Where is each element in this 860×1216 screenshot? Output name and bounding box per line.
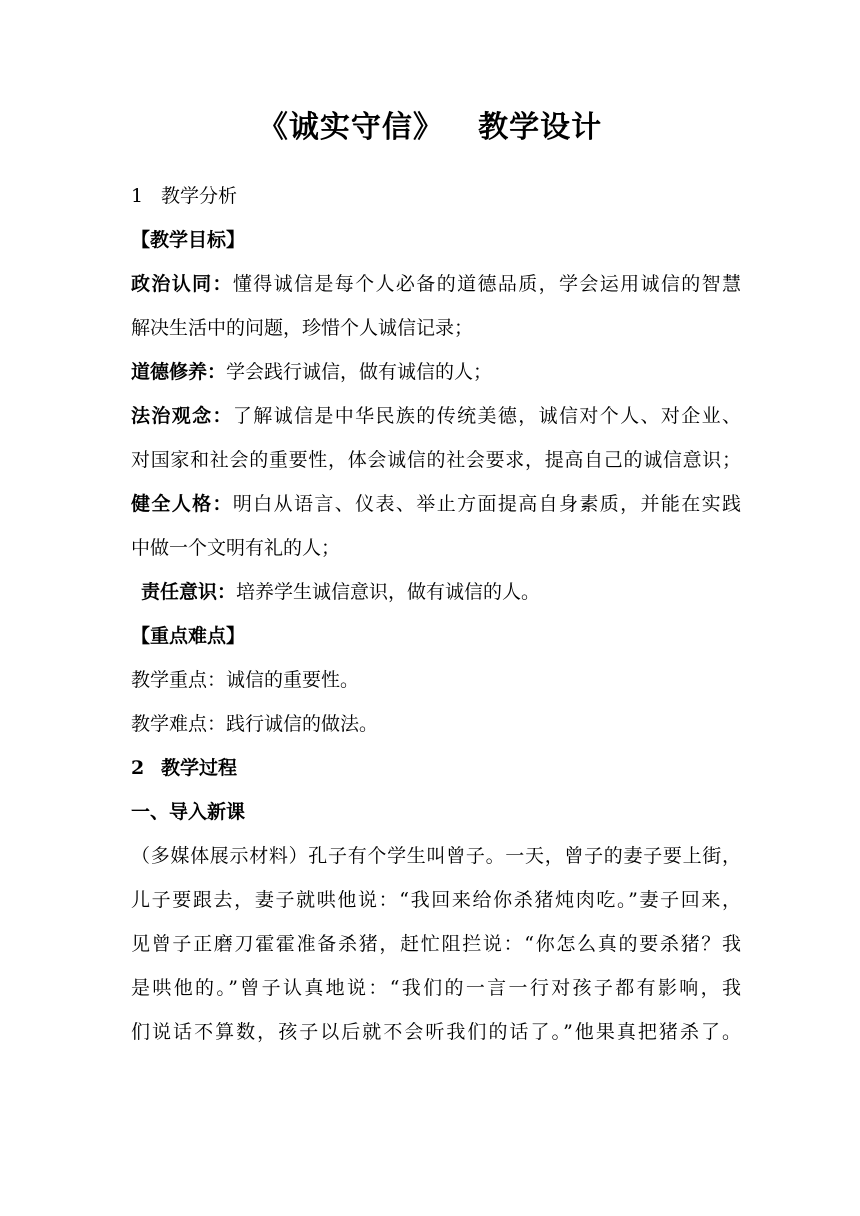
objective-label: 健全人格： <box>131 493 233 515</box>
objective-text: 培养学生诚信意识，做有诚信的人。 <box>236 581 541 603</box>
keypoints-heading: 【重点难点】 <box>131 625 246 647</box>
section-heading-process <box>131 754 741 782</box>
difficult-point: 教学难点：践行诚信的做法。 <box>131 713 379 735</box>
story-line-4: 是哄他的。”曾子认真地说：“我们的一言一行对孩子都有影响，我 <box>131 977 741 999</box>
objective-text: 了解诚信是中华民族的传统美德，诚信对个人、对企业、 <box>232 405 741 427</box>
objective-text: 懂得诚信是每个人必备的道德品质，学会运用诚信的智慧 <box>232 273 741 295</box>
objective-label: 法治观念： <box>131 405 233 427</box>
section-number: 1 <box>131 185 144 207</box>
document-title: 《诚实守信》 教学设计 <box>257 110 603 145</box>
key-point: 教学重点：诚信的重要性。 <box>131 669 360 691</box>
section-heading-analysis <box>131 182 741 210</box>
section-label: 教学过程 <box>161 757 238 779</box>
objective-personality-line-2: 中做一个文明有礼的人； <box>131 537 341 559</box>
objective-personality-line-1 <box>131 490 741 518</box>
section-label: 教学分析 <box>161 185 238 207</box>
story-line-2: 儿子要跟去，妻子就哄他说：“我回来给你杀猪炖肉吃。”妻子回来， <box>131 889 741 911</box>
story-line-1: （多媒体展示材料）孔子有个学生叫曾子。一天，曾子的妻子要上街， <box>131 845 741 867</box>
story-line-5: 们说话不算数，孩子以后就不会听我们的话了。”他果真把猪杀了。 <box>131 1021 741 1043</box>
objective-text: 学会践行诚信，做有诚信的人； <box>226 361 493 383</box>
objective-moral <box>131 358 741 386</box>
part-heading-intro: 一、导入新课 <box>131 801 246 823</box>
objective-political-line-2: 解决生活中的问题，珍惜个人诚信记录； <box>131 317 474 339</box>
objective-text: 明白从语言、仪表、举止方面提高自身素质，并能在实践 <box>232 493 741 515</box>
objective-legal-line-1 <box>131 402 741 430</box>
objective-label: 责任意识： <box>141 581 237 603</box>
section-number: 2 <box>131 757 145 779</box>
objective-responsibility <box>141 578 751 606</box>
objective-label: 政治认同： <box>131 273 233 295</box>
objective-legal-line-2: 对国家和社会的重要性，体会诚信的社会要求，提高自己的诚信意识； <box>131 449 741 471</box>
objective-political-line-1 <box>131 270 741 298</box>
objectives-heading: 【教学目标】 <box>131 229 246 251</box>
story-line-3: 见曾子正磨刀霍霍准备杀猪，赶忙阻拦说：“你怎么真的要杀猪？我 <box>131 933 741 955</box>
objective-label: 道德修养： <box>131 361 227 383</box>
